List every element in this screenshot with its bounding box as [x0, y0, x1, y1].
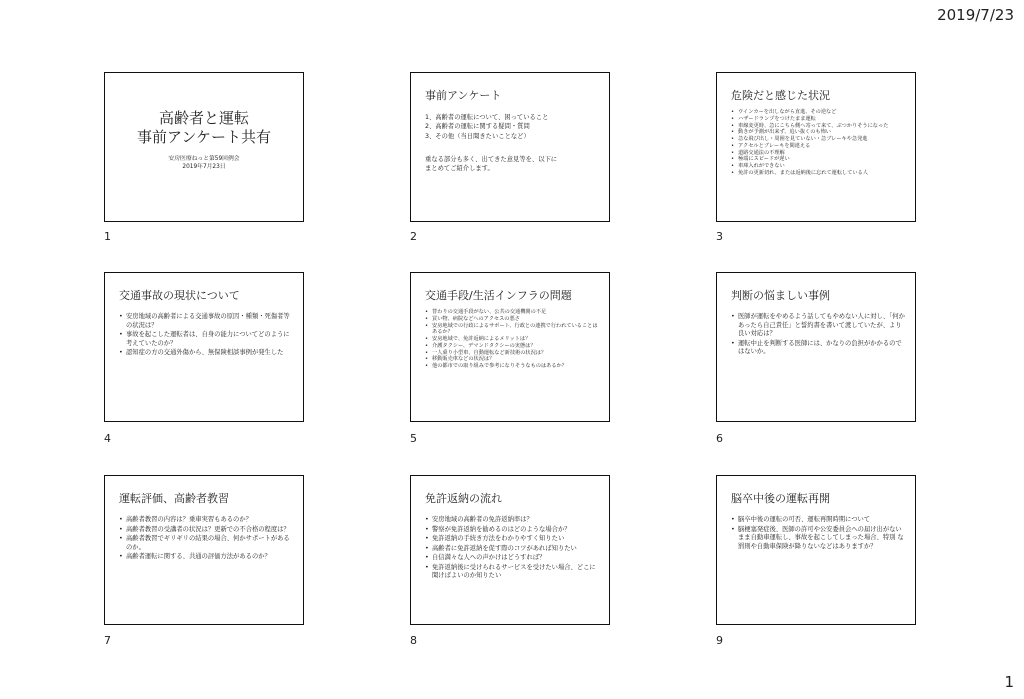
slide-2-note-line-1: 重なる部分も多く、出てきた意見等を、以下に — [425, 156, 558, 164]
bullet-item: • 認知症の方の交通外傷から、無保険相談事例が発生した — [119, 349, 293, 358]
slide-8-bullet-list — [411, 516, 609, 581]
slide-9-title: 脳卒中後の運転再開 — [731, 492, 830, 505]
slide-7-title: 運転評価、高齢者教習 — [119, 492, 229, 505]
bullet-item: • ウインカーを出しながら直進、その逆など — [731, 109, 905, 116]
slide-1 — [104, 72, 304, 222]
slide-6-number: 6 — [716, 432, 723, 445]
slide-3-title: 危険だと感じた状況 — [731, 89, 830, 102]
bullet-item: • ハザードランプをつけたまま運転 — [731, 116, 905, 123]
slide-9-number: 9 — [716, 634, 723, 647]
slide-6-title: 判断の悩ましい事例 — [731, 289, 830, 302]
slide-4-number: 4 — [104, 432, 111, 445]
slide-1-subtitle-line-2: 2019年7月23日 — [182, 163, 226, 170]
slide-7-bullet-list — [105, 516, 303, 562]
bullet-item: • アクセルとブレーキを間違える — [731, 143, 905, 150]
slide-9-bullet-list — [717, 516, 915, 551]
slide-6-bullet-list — [717, 313, 915, 357]
bullet-item: • 動きが予測が出来ず、追い抜くのも怖い — [731, 129, 905, 136]
slide-1-subtitle-line-1: 安房医療ねっと第59回例会 — [168, 155, 240, 162]
slide-3-bullet-list — [717, 109, 915, 177]
slide-1-subtitle — [105, 155, 303, 171]
bullet-item: • 脳卒中後の運転の可否、運転再開時期について — [731, 516, 905, 525]
slide-4-title: 交通事故の現状について — [119, 289, 240, 302]
slide-8-title: 免許返納の流れ — [425, 492, 502, 505]
bullet-item: • 道路交通法の不理解 — [731, 150, 905, 157]
slide-7-number: 7 — [104, 634, 111, 647]
bullet-item: • 運転中止を判断する医師には、かなりの負担がかかるのではないか。 — [731, 340, 905, 357]
slide-9 — [716, 475, 916, 625]
slide-2-item-1: 1、高齢者の運転について、困っていること — [425, 114, 549, 121]
slide-2-item-3: 3、その他（当日聞きたいことなど） — [425, 132, 530, 140]
bullet-item: • 高齢者に免許返納を促す際のコツがあれば知りたい — [425, 545, 599, 554]
slide-2-number: 2 — [410, 230, 417, 243]
bullet-item: • 医師が運転をやめるよう話してもやめない人に対し、「何かあったら自己責任」と誓約書を書いて渡していたが、より良い対応は？ — [731, 313, 905, 339]
bullet-item: • 安房地域の高齢者による交通事故の原因・種類・死傷者等の状況は？ — [119, 313, 293, 330]
bullet-item: • 急な飛び出し・周囲を見ていない・急ブレーキや急発進 — [731, 136, 905, 143]
slide-5-title: 交通手段/生活インフラの問題 — [425, 289, 572, 302]
slide-1-title-line-1: 高齢者と運転 — [158, 109, 249, 127]
slide-3 — [716, 72, 916, 222]
bullet-item: • 車庫入れができない — [731, 163, 905, 170]
bullet-item: • 替わりの交通手段がない、公共の交通機関の不足 — [425, 309, 599, 316]
bullet-item: • 免許返納後に受けられるサービスを受けたい場合、どこに聞けばよいのか知りたい — [425, 564, 599, 581]
bullet-item: • 安房地域で、免許返納によるメリットは？ — [425, 336, 599, 343]
slide-2-title: 事前アンケート — [425, 89, 502, 102]
slide-7 — [104, 475, 304, 625]
bullet-item: • 車線変更時、急にこちら側へ寄って来て、ぶつかりそうになった — [731, 123, 905, 130]
bullet-item: • 警察が免許返納を勧めるのはどのような場合か？ — [425, 526, 599, 535]
slide-4 — [104, 272, 304, 422]
bullet-item: • 自信満々な人への声かけはどうすれば？ — [425, 554, 599, 563]
slide-1-title-line-2: 事前アンケート共有 — [136, 127, 272, 146]
slide-4-bullet-list — [105, 313, 303, 358]
page-number: 1 — [1004, 673, 1014, 691]
bullet-item: • 安房地域の高齢者の免許返納率は？ — [425, 516, 599, 525]
slide-2-note-line-2: まとめてご紹介します。 — [425, 165, 494, 173]
slide-1-number: 1 — [104, 230, 111, 243]
bullet-item: • 高齢者運転に関する、共通の評価方法があるのか？ — [119, 553, 293, 562]
bullet-item: • 一人乗り小型車、自動運転など新技術の状況は？ — [425, 350, 599, 357]
slide-2-note — [411, 155, 609, 173]
bullet-item: • 移動販売車などの状況は？ — [425, 356, 599, 363]
bullet-item: • 介護タクシー、デマンドタクシーの実態は？ — [425, 343, 599, 350]
slide-2 — [410, 72, 610, 222]
slide-1-title — [105, 109, 303, 147]
bullet-item: • 事故を起こした運転者は、自身の能力についてどのように考えていたのか？ — [119, 331, 293, 348]
slide-5-bullet-list — [411, 309, 609, 370]
slide-2-survey-items — [411, 113, 609, 141]
bullet-item: • 免許返納の手続き方法をわかりやすく知りたい — [425, 535, 599, 544]
bullet-item: • 高齢者教習の受講者の状況は？更新での不合格の程度は？ — [119, 526, 293, 535]
slide-8 — [410, 475, 610, 625]
slide-8-number: 8 — [410, 634, 417, 647]
slide-5 — [410, 272, 610, 422]
bullet-item: • 脳梗塞発症後、医師の許可や公安委員会への届け出がないまま自動車運転し、事故を起こしてしまった場合、特別 な罰則や自動車保険が降りないなどはありますか？ — [731, 526, 905, 552]
bullet-item: • 他の都市での取り組みで参考になりそうなものはあるか？ — [425, 363, 599, 370]
bullet-item: • 高齢者教習の内容は？乗車実習もあるのか？ — [119, 516, 293, 525]
bullet-item: • 高齢者教習でギリギリの結果の場合、何かサポートがあるのか。 — [119, 535, 293, 552]
bullet-item: • 安房地域での行政によるサポート、行政との連携で行われていることはあるか？ — [425, 323, 599, 337]
bullet-item: • 免許の更新切れ、または返納後に忘れて運転している人 — [731, 170, 905, 177]
bullet-item: • 極端にスピードが遅い — [731, 156, 905, 163]
bullet-item: • 買い物、病院などへのアクセスの悪さ — [425, 316, 599, 323]
page-date: 2019/7/23 — [937, 6, 1014, 24]
slide-3-number: 3 — [716, 230, 723, 243]
slide-2-item-2: 2、高齢者の運転に関する疑問・質問 — [425, 123, 530, 131]
slide-5-number: 5 — [410, 432, 417, 445]
slide-6 — [716, 272, 916, 422]
